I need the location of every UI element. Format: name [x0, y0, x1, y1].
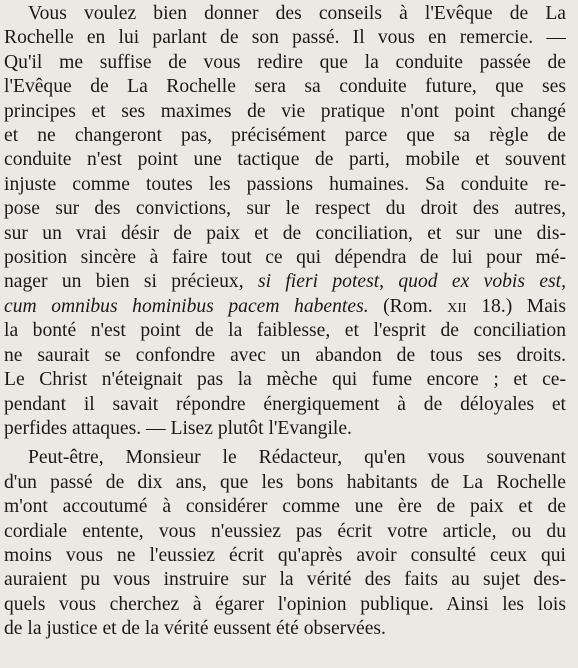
text-segment: 18.) Mais [466, 295, 566, 317]
text-line [4, 568, 566, 592]
text-segment: Vous voulez bien donner des conseils à l'Evêque de La [28, 3, 566, 24]
text-segment: pendant il savait répondre énergiquement à de déloyales et [4, 393, 566, 415]
text-segment: injuste comme toutes les passions humaines. Sa conduite re- [4, 173, 566, 195]
text-segment: cordiale entente, vous n'eussiez pas écrit votre article, ou du [4, 520, 566, 542]
text-segment: conduite n'est point une tactique de parti, mobile et souvent [4, 149, 566, 171]
text-segment: l'Evêque de La Rochelle sera sa conduite future, que ses [4, 76, 566, 98]
text-line [4, 344, 566, 368]
text-line [4, 270, 566, 294]
text-line [4, 295, 566, 319]
text-segment: nager un bien si précieux, [4, 271, 258, 293]
text-line [4, 75, 566, 99]
text-line [4, 100, 566, 124]
text-segment: pose sur des convictions, sur le respect du droit des autres, [4, 198, 566, 220]
text-line [4, 148, 566, 172]
text-line [4, 617, 566, 641]
text-line [4, 319, 566, 343]
text-line [4, 593, 566, 617]
text-line [4, 446, 566, 470]
text-line [4, 124, 566, 148]
text-line [4, 222, 566, 246]
text-line [4, 544, 566, 568]
text-line [4, 197, 566, 221]
text-segment: et ne changeront pas, précisément parce que sa règle de [4, 125, 566, 147]
text-line [4, 2, 566, 26]
text-segment: Qu'il me suffise de vous redire que la conduite passée de [4, 51, 566, 73]
text-segment: la bonté n'est point de la faiblesse, et l'esprit de conciliation [4, 320, 566, 342]
paragraph [4, 446, 566, 641]
text-segment: Peut-être, Monsieur le Rédacteur, qu'en vous souvenant [28, 447, 566, 469]
text-segment: de la justice et de la vérité eussent été observées. [4, 618, 386, 640]
text-segment: auraient pu vous instruire sur la vérité des faits au sujet des- [4, 569, 566, 591]
text-line [4, 417, 566, 441]
text-line [4, 471, 566, 495]
text-segment: perfides attaques. — Lisez plutôt l'Evangile. [4, 417, 352, 439]
paragraph [4, 2, 566, 441]
text-segment: (Rom. [368, 295, 448, 317]
text-segment: ne saurait se confondre avec un abandon de tous ses droits. [4, 344, 566, 366]
text-segment: moins vous ne l'eussiez écrit qu'après avoir consulté ceux qui [4, 544, 566, 566]
text-line [4, 246, 566, 270]
text-segment: principes et ses maximes de vie pratique n'ont point changé [4, 100, 566, 122]
text-line [4, 173, 566, 197]
text-line [4, 51, 566, 75]
text-line [4, 393, 566, 417]
text-segment: quels vous cherchez à égarer l'opinion publique. Ainsi les lois [4, 593, 566, 615]
text-line [4, 368, 566, 392]
text-segment: m'ont accoutumé à considérer comme une ère de paix et de [4, 496, 566, 518]
small-caps-text: xii [447, 295, 467, 317]
text-segment: position sincère à faire tout ce qui dépendra de lui pour mé- [4, 247, 566, 269]
text-segment: Rochelle en lui parlant de son passé. Il vous en remercie. — [4, 27, 566, 49]
text-line [4, 495, 566, 519]
text-segment: d'un passé de dix ans, que les bons habitants de La Rochelle [4, 471, 566, 493]
article-body [4, 2, 566, 642]
text-segment: Le Christ n'éteignait pas la mèche qui fume encore ; et ce- [4, 369, 566, 391]
italic-text: cum omnibus hominibus pacem habentes. [4, 295, 369, 317]
text-segment: sur un vrai désir de paix et de conciliation, et sur une dis- [4, 222, 566, 244]
text-line [4, 26, 566, 50]
text-line [4, 520, 566, 544]
italic-text: si fieri potest, quod ex vobis est, [257, 271, 566, 293]
